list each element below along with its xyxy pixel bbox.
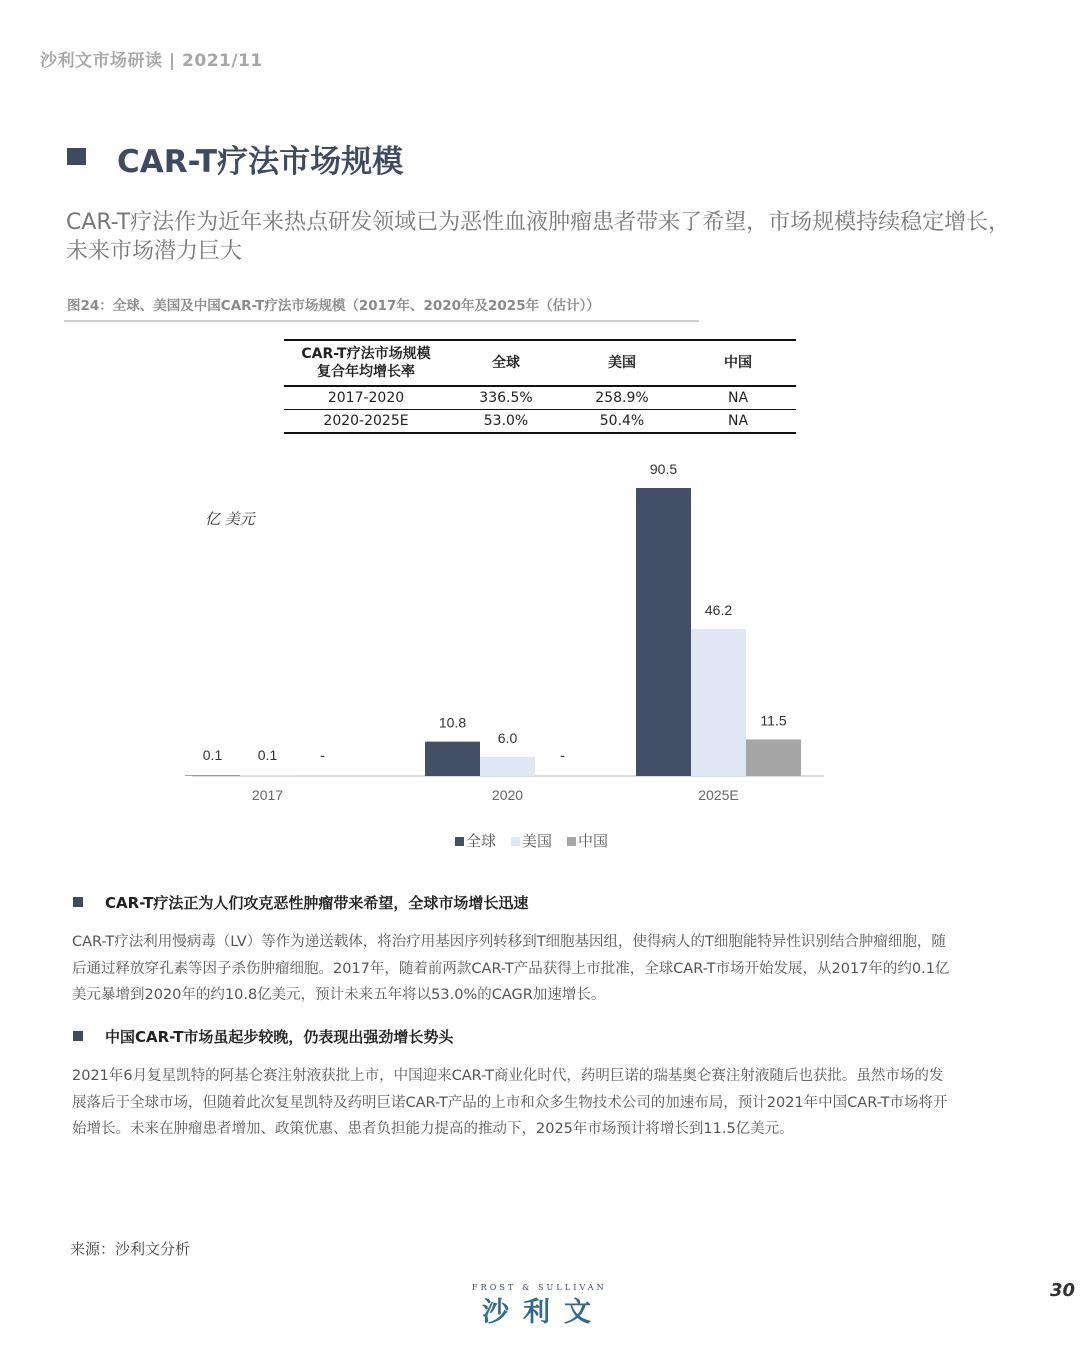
x-tick-label: 2025E bbox=[698, 787, 739, 803]
legend-swatch-美国 bbox=[511, 837, 520, 846]
table-cell: 2017-2020 bbox=[284, 386, 448, 410]
section-heading: 中国CAR-T市场虽起步较晚，仍表现出强劲增长势头 bbox=[105, 1028, 454, 1046]
cagr-header-label-line1: CAR-T疗法市场规模 bbox=[301, 346, 431, 362]
page-subtitle: CAR-T疗法作为近年来热点研发领域已为恶性血液肿瘤患者带来了希望，市场规模持续稳定增长，未来市场潜力巨大 bbox=[66, 210, 1011, 264]
cagr-header-global: 全球 bbox=[448, 340, 564, 386]
bar-全球-2017 bbox=[185, 776, 240, 777]
data-label: - bbox=[560, 747, 565, 763]
page-number: 30 bbox=[1050, 1280, 1076, 1301]
table-cell: 336.5% bbox=[448, 386, 564, 410]
title-square-icon bbox=[67, 148, 86, 165]
legend-label: 全球 bbox=[466, 833, 497, 850]
data-label: 46.2 bbox=[704, 601, 733, 618]
bar-全球-2025E bbox=[636, 488, 691, 776]
cagr-header-label bbox=[284, 340, 448, 386]
bullet-square-icon bbox=[73, 897, 83, 907]
section-heading: CAR-T疗法正为人们攻克恶性肿瘤带来希望，全球市场增长迅速 bbox=[105, 894, 529, 912]
bar-美国-2025E bbox=[691, 629, 746, 776]
data-label: 10.8 bbox=[438, 714, 467, 731]
cagr-header-us: 美国 bbox=[564, 340, 680, 386]
logo-chinese: 沙利文 bbox=[482, 1297, 605, 1328]
figure-caption: 图24：全球、美国及中国CAR-T疗法市场规模（2017年、2020年及2025年（估计）） bbox=[67, 298, 600, 314]
bullet-square-icon bbox=[73, 1031, 83, 1041]
logo-english: FROST & SULLIVAN bbox=[472, 1283, 607, 1292]
table-cell: 53.0% bbox=[448, 410, 564, 434]
report-header: 沙利文市场研读 | 2021/11 bbox=[40, 51, 263, 71]
source-note: 来源：沙利文分析 bbox=[70, 1240, 191, 1258]
table-cell: 50.4% bbox=[564, 410, 680, 434]
section-body: CAR-T疗法利用慢病毒（LV）等作为递送载体，将治疗用基因序列转移到T细胞基因组，使得病人的T细胞能特异性识别结合肿瘤细胞，随后通过释放穿孔素等因子杀伤肿瘤细胞。2017年，随着前两款CAR-T产品获得上市批准，全球CAR-T市场开始发展，从2017年的约0.1亿美元暴增到2020年的约10.8亿美元，预计未来五年将以53.0%的CAGR加速增长。 bbox=[72, 934, 950, 1003]
bar-全球-2020 bbox=[425, 742, 480, 776]
data-label: 90.5 bbox=[649, 461, 678, 477]
data-label: 6.0 bbox=[497, 729, 518, 746]
cagr-header-label-line2: 复合年均增长率 bbox=[317, 364, 415, 380]
x-tick-label: 2020 bbox=[491, 787, 524, 803]
legend-label: 中国 bbox=[578, 833, 609, 850]
table-row bbox=[284, 386, 796, 410]
cagr-table-header-row bbox=[284, 340, 796, 386]
data-label: 0.1 bbox=[202, 747, 223, 763]
data-label: - bbox=[320, 747, 325, 763]
table-cell: NA bbox=[680, 386, 796, 410]
table-cell: 2020-2025E bbox=[284, 410, 448, 434]
x-tick-label: 2017 bbox=[251, 787, 284, 803]
bar-美国-2020 bbox=[480, 757, 535, 776]
data-label: 0.1 bbox=[257, 747, 278, 763]
bar-中国-2025E bbox=[746, 739, 801, 776]
cagr-table bbox=[284, 339, 796, 434]
page-title: CAR-T疗法市场规模 bbox=[117, 144, 404, 180]
table-cell: 258.9% bbox=[564, 386, 680, 410]
legend-swatch-全球 bbox=[455, 837, 464, 846]
bar-美国-2017 bbox=[240, 776, 295, 777]
table-cell: NA bbox=[680, 410, 796, 434]
legend-label: 美国 bbox=[522, 833, 553, 850]
legend-swatch-中国 bbox=[567, 837, 576, 846]
section-body: 2021年6月复星凯特的阿基仑赛注射液获批上市，中国迎来CAR-T商业化时代，药明巨诺的瑞基奥仑赛注射液随后也获批。虽然市场的发展落后于全球市场，但随着此次复星凯特及药明巨诺CAR-T产品的上市和众多生物技术公司的加速布局，预计2021年中国CAR-T市场将开始增长。未来在肿瘤患者增加、政策优惠、患者负担能力提高的推动下，2025年市场预计将增长到11.5亿美元。 bbox=[72, 1068, 948, 1137]
table-row bbox=[284, 410, 796, 434]
data-label: 11.5 bbox=[760, 712, 787, 729]
chart-unit-label: 亿 美元 bbox=[205, 510, 255, 528]
cagr-header-china: 中国 bbox=[680, 340, 796, 386]
market-size-bar-chart bbox=[0, 440, 1080, 870]
caption-divider bbox=[64, 320, 699, 322]
